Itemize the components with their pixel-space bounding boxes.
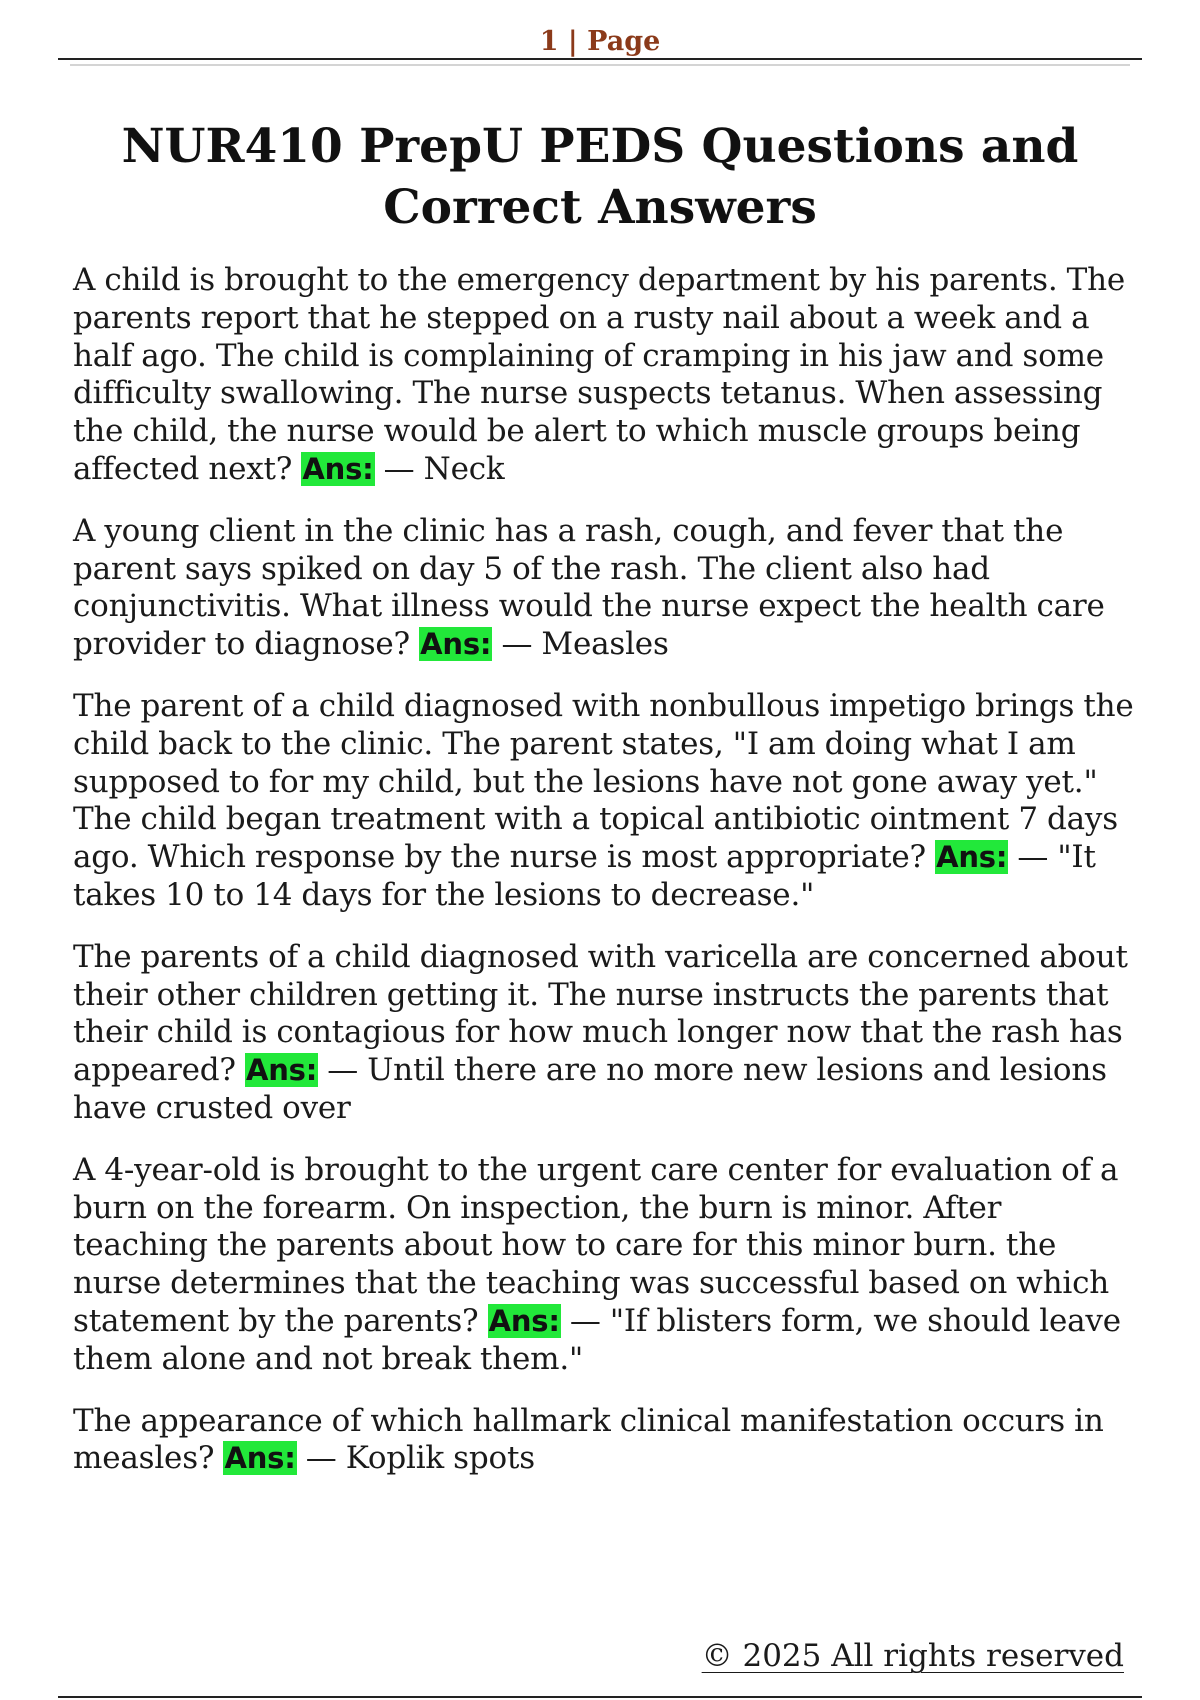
answer-text: — Koplik spots xyxy=(296,1440,535,1477)
page-header xyxy=(58,26,1142,60)
question-text: The appearance of which hallmark clinical manifestation occurs in measles? xyxy=(73,1402,1104,1477)
question-text: The parent of a child diagnosed with nonbullous impetigo brings the child back to the clinic. The parent states, "I am doing what I am supposed to for my child, but the lesions have not gone away yet." The child began treatment with a topical antibiotic ointment 7 days ago. Which response by the nurse is most appropriate? xyxy=(73,687,1134,876)
answer-label: Ans: xyxy=(245,1053,318,1088)
page-number: 1 | Page xyxy=(539,26,661,57)
answer-text: — "If blisters form, we should leave them alone and not break them." xyxy=(73,1302,1121,1377)
answer-text: — "It takes 10 to 14 days for the lesions to decrease." xyxy=(73,839,1096,913)
question-item xyxy=(73,688,1145,915)
header-divider xyxy=(70,64,1130,66)
question-item xyxy=(73,1403,1145,1479)
question-item xyxy=(73,513,1145,664)
answer-text: — Measles xyxy=(492,626,669,663)
answer-label: Ans: xyxy=(302,451,374,486)
question-text: A 4-year-old is brought to the urgent care center for evaluation of a burn on the forearm. On inspection, the burn is minor. After teaching the parents about how to care for this minor burn. the nurse determines that the teaching was successful based on which statement by the parents? xyxy=(73,1151,1119,1339)
answer-text: — Neck xyxy=(374,450,505,487)
answer-label: Ans: xyxy=(936,840,1008,875)
answer-label: Ans: xyxy=(224,1441,296,1476)
answer-label: Ans: xyxy=(488,1303,560,1338)
question-text: A child is brought to the emergency department by his parents. The parents report that he stepped on a rusty nail about a week and a half ago. The child is complaining of cramping in his jaw and some difficulty swallowing. The nurse suspects tetanus. When assessing the child, the nurse would be alert to which muscle groups being affected next? xyxy=(73,262,1126,487)
question-item xyxy=(73,262,1145,489)
question-item xyxy=(73,939,1145,1128)
question-text: A young client in the clinic has a rash, cough, and fever that the parent says spiked on day 5 of the rash. The client also had conjunctivitis. What illness would the nurse expect the health care provider to diagnose? xyxy=(73,512,1105,663)
question-list xyxy=(73,262,1145,1502)
answer-text: — Until there are no more new lesions and lesions have crusted over xyxy=(73,1052,1107,1126)
question-text: The parents of a child diagnosed with varicella are concerned about their other children getting it. The nurse instructs the parents that their child is contagious for how much longer now that the rash has appeared? xyxy=(73,938,1128,1089)
copyright-notice: © 2025 All rights reserved xyxy=(701,1638,1124,1674)
page-footer xyxy=(58,1632,1142,1698)
question-item xyxy=(73,1152,1145,1379)
answer-label: Ans: xyxy=(420,627,492,662)
document-title: NUR410 PrepU PEDS Questions and Correct Answers xyxy=(121,119,1079,235)
